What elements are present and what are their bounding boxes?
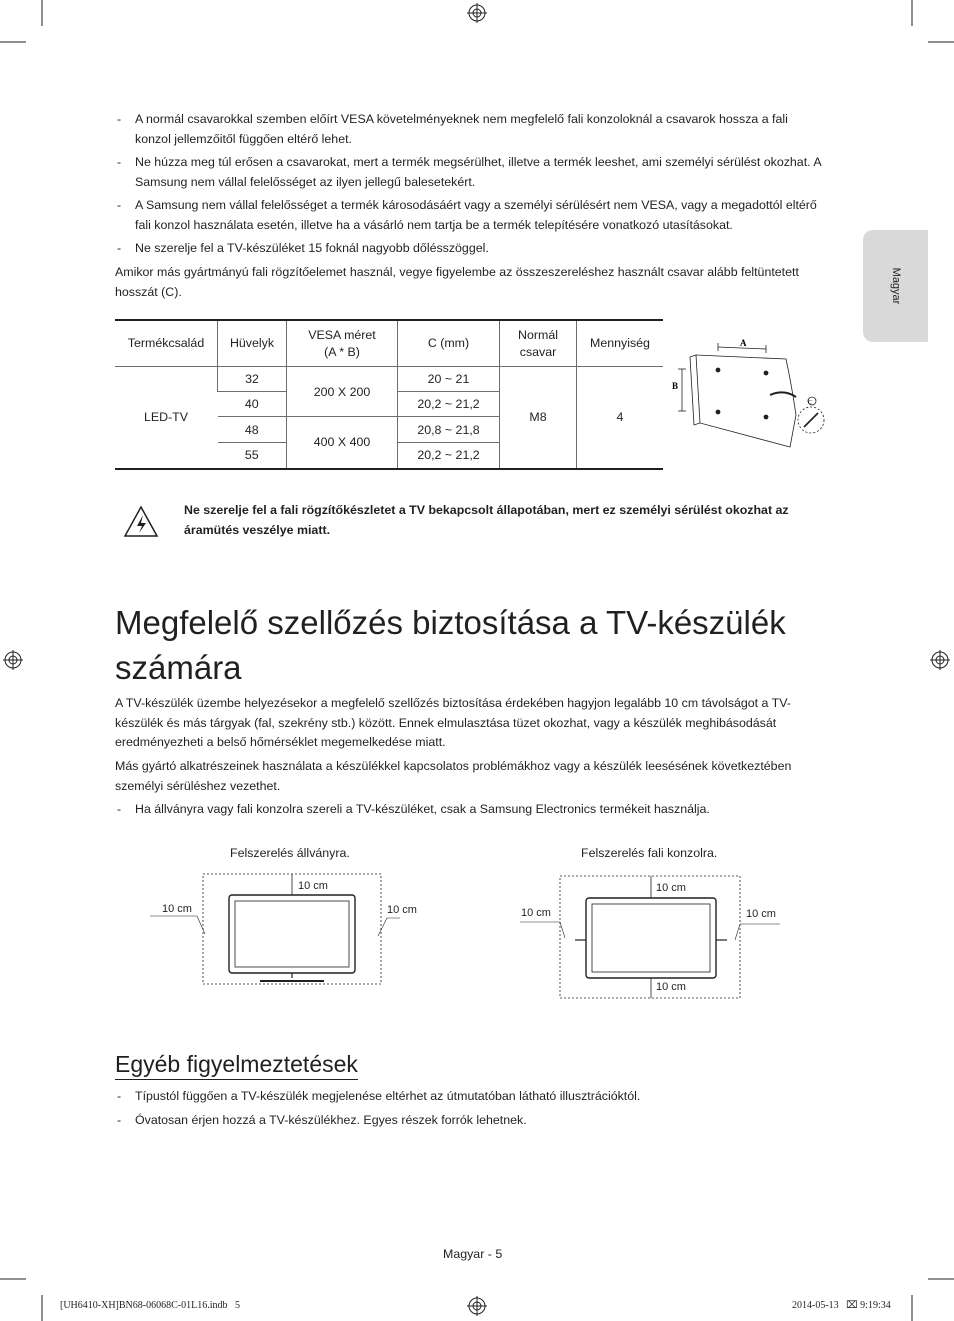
table-cell: 200 X 200	[287, 367, 398, 417]
page-number: Magyar - 5	[443, 1247, 503, 1261]
header-cell: C (mm)	[398, 320, 500, 367]
list-item: - Ha állványra vagy fali konzolra szereli a TV-készüléket, csak a Samsung Electronics termékeit használja.	[117, 802, 710, 816]
section-paragraph: Más gyártó alkatrészeinek használata a készülékkel kapcsolatos problémákhoz vagy a készülék leesésének következtében személyi sérüléshez vezethet.	[115, 759, 792, 793]
header-cell: VESA méret (A * B)	[287, 320, 398, 367]
stand-top-gap: 10 cm	[298, 880, 328, 892]
wall-caption: Felszerelés fali konzolra.	[581, 846, 718, 860]
header-cell: Hüvelyk	[218, 320, 287, 367]
table-cell: 20,2 ~ 21,2	[398, 392, 500, 417]
table-cell: 20,2 ~ 21,2	[398, 443, 500, 469]
family-cell: LED-TV	[115, 367, 218, 469]
wall-top-gap: 10 cm	[656, 882, 686, 894]
wall-left-gap: 10 cm	[521, 907, 551, 919]
table-cell: 32	[218, 367, 287, 392]
wall-bottom-gap: 10 cm	[656, 981, 686, 993]
stand-caption: Felszerelés állványra.	[230, 846, 350, 860]
stand-right-gap: 10 cm	[387, 904, 417, 916]
registration-mark-top	[467, 3, 487, 23]
screw-spec-table	[115, 319, 663, 470]
table-cell: 20,8 ~ 21,8	[398, 417, 500, 443]
header-cell: Normál csavar	[500, 320, 577, 367]
label-c: C	[808, 400, 813, 406]
stand-mount-diagram	[150, 868, 400, 993]
language-side-tab	[863, 230, 928, 342]
list-item: - A normál csavarokkal szemben előírt VESA követelményeknek nem megfelelő fali konzoloknál a csavarok hossza a fali konzol jellemzőitől függően eltérő lehet.	[117, 112, 788, 146]
header-cell: Termékcsalád	[115, 320, 218, 367]
wall-bracket-diagram	[515, 870, 785, 1005]
list-item: - Ne szerelje fel a TV-készüléket 15 foknál nagyobb dőlésszöggel.	[117, 241, 489, 255]
table-cell: 48	[218, 417, 287, 443]
table-row	[115, 367, 663, 392]
section-paragraph: A TV-készülék üzembe helyezésekor a megfelelő szellőzés biztosítása érdekében hagyjon legalább 10 cm távolságot a TV-készülék és más tárgyak (fal, szekrény stb.) között. Ennek elmulasztása tüzet okozhat, vagy a készülék meghibásodását eredményezheti a belső hőmérséklet megemelkedése miatt.	[115, 696, 791, 750]
table-cell: 400 X 400	[287, 417, 398, 469]
table-cell: 20 ~ 21	[398, 367, 500, 392]
wall-right-gap: 10 cm	[746, 908, 776, 920]
wall-mount-diagram	[668, 327, 838, 457]
section-title: Megfelelő szellőzés biztosítása a TV-készülék számára	[115, 604, 786, 686]
list-item: - Típustól függően a TV-készülék megjelenése eltérhet az útmutatóban látható illusztrációktól.	[117, 1089, 641, 1103]
registration-mark-right	[930, 650, 950, 670]
table-header-row	[115, 320, 663, 367]
other-warnings-title: Egyéb figyelmeztetések	[115, 1050, 358, 1080]
side-tab-label: Magyar	[889, 267, 902, 305]
footer-date: 2014-05-13 ⌧ 9:19:34	[792, 1300, 891, 1311]
registration-mark-bottom	[467, 1296, 487, 1316]
list-item: - A Samsung nem vállal felelősséget a termék károsodásáért vagy a személyi sérülésért nem VESA, vagy a megadottól eltérő fali konzol használata esetén, illetve ha a vásárló nem tartja be a termék telepítésére vonatkozó utasításokat.	[117, 198, 817, 232]
header-cell: Mennyiség	[577, 320, 664, 367]
list-item: - Ne húzza meg túl erősen a csavarokat, mert a termék megsérülhet, illetve a termék leeshet, ami személyi sérülést okozhat. A Samsung nem vállal felelősséget az ilyen jellegű balesetekért.	[117, 155, 821, 189]
list-item: - Óvatosan érjen hozzá a TV-készülékhez. Egyes részek forrók lehetnek.	[117, 1113, 527, 1127]
registration-mark-left	[3, 650, 23, 670]
screw-cell: M8	[500, 367, 577, 469]
table-cell: 55	[218, 443, 287, 469]
table-cell: 40	[218, 392, 287, 417]
label-b: B	[672, 381, 679, 391]
quantity-cell: 4	[577, 367, 664, 469]
label-a: A	[740, 338, 747, 348]
warning-text: Ne szerelje fel a fali rögzítőkészletet a TV bekapcsolt állapotában, mert ez személyi sérülést okozhat az áramütés veszélye miatt.	[184, 503, 789, 537]
electric-shock-warning-icon	[123, 505, 159, 539]
stand-left-gap: 10 cm	[162, 903, 192, 915]
footer-file: [UH6410-XH]BN68-06068C-01L16.indb 5	[60, 1300, 240, 1311]
intro-paragraph: Amikor más gyártmányú fali rögzítőelemet használ, vegye figyelembe az összeszereléshez használt csavar alább feltüntetett hosszát (C).	[115, 265, 799, 299]
